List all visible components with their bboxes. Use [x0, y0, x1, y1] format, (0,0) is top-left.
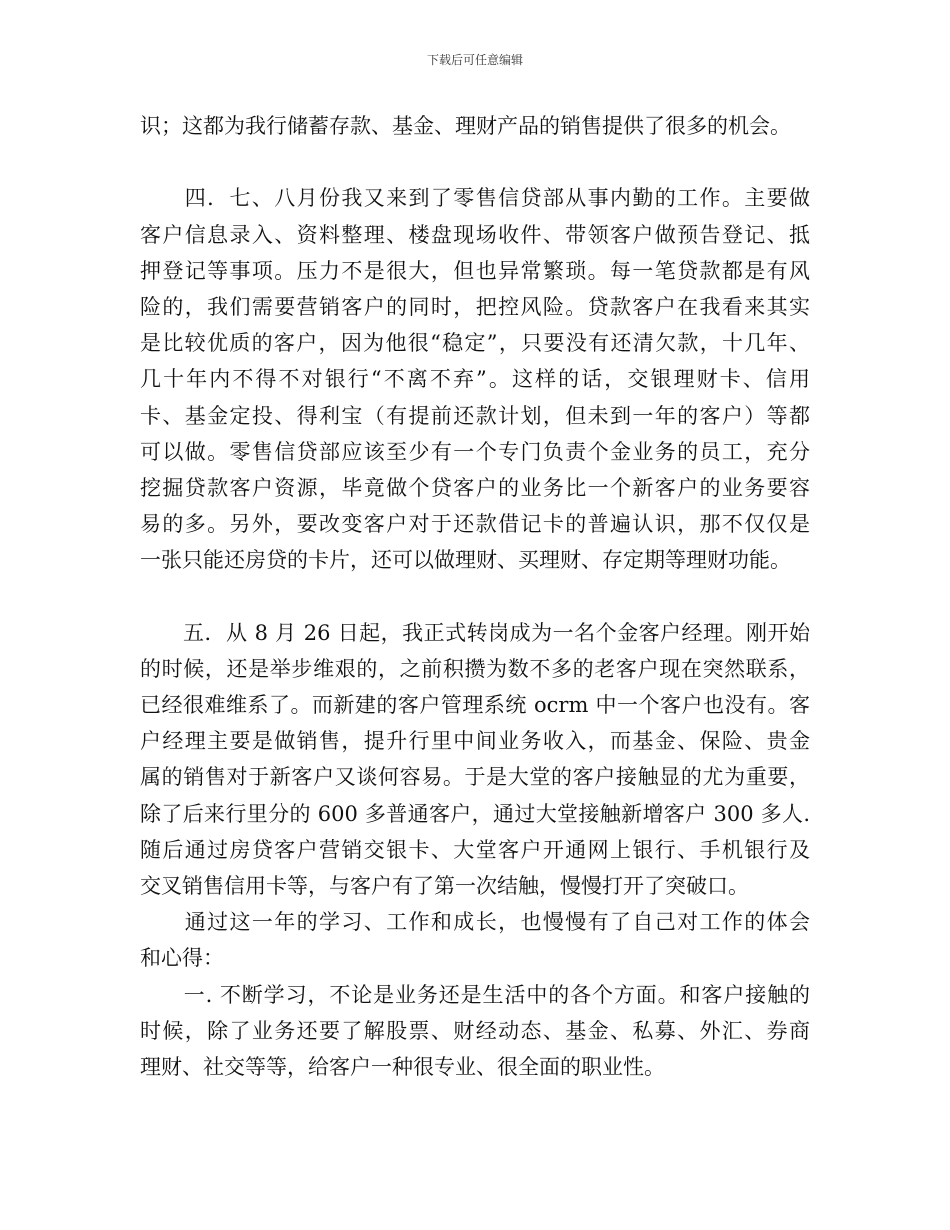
text-line: 随后通过房贷客户营销交银卡、大堂客户开通网上银行、手机银行及 — [140, 837, 810, 862]
text-line: 几十年内不得不对银行“不离不弃”。这样的话，交银理财卡、信用 — [140, 367, 810, 392]
text-line: 挖掘贷款客户资源，毕竟做个贷客户的业务比一个新客户的业务要容 — [140, 475, 810, 500]
paragraph-gap — [140, 144, 810, 180]
document-body — [140, 108, 810, 1085]
paragraph — [140, 108, 810, 144]
text-line: 是比较优质的客户，因为他很“稳定”，只要没有还清欠款，十几年、 — [140, 331, 810, 356]
text-line: 四．七、八月份我又来到了零售信贷部从事内勤的工作。主要做 — [140, 186, 810, 211]
text-line: 时候，除了业务还要了解股票、财经动态、基金、私募、外汇、券商 — [140, 1018, 810, 1043]
paragraph-gap — [140, 578, 810, 614]
text-line: 客户信息录入、资料整理、楼盘现场收件、带领客户做预告登记、抵 — [140, 222, 810, 247]
text-line: 的时候，还是举步维艰的，之前积攒为数不多的老客户现在突然联系， — [140, 656, 810, 681]
text-line: 户经理主要是做销售，提升行里中间业务收入，而基金、保险、贵金 — [140, 729, 810, 754]
paragraph — [140, 977, 810, 1086]
text-line: 通过这一年的学习、工作和成长，也慢慢有了自己对工作的体会 — [140, 910, 810, 935]
paragraph — [140, 180, 810, 578]
text-line: 交叉销售信用卡等，与客户有了第一次结触，慢慢打开了突破口。 — [140, 873, 749, 898]
text-line: 五．从 8 月 26 日起，我正式转岗成为一名个金客户经理。刚开始 — [140, 620, 810, 645]
text-line: 可以做。零售信贷部应该至少有一个专门负责个金业务的员工，充分 — [140, 439, 810, 464]
text-line: 除了后来行里分的 600 多普通客户，通过大堂接触新增客户 300 多人. — [140, 801, 810, 826]
text-line: 和心得： — [140, 946, 224, 971]
paragraph — [140, 615, 810, 905]
text-line: 属的销售对于新客户又谈何容易。于是大堂的客户接触显的尤为重要， — [140, 765, 810, 790]
paragraph — [140, 904, 810, 976]
page-header: 下载后可任意编辑 — [426, 53, 523, 67]
text-line: 卡、基金定投、得利宝（有提前还款计划，但未到一年的客户）等都 — [140, 403, 810, 428]
text-line: 险的，我们需要营销客户的同时，把控风险。贷款客户在我看来其实 — [140, 294, 810, 319]
text-line: 已经很难维系了。而新建的客户管理系统 ocrm 中一个客户也没有。客 — [140, 693, 810, 717]
text-line: 理财、社交等等，给客户一种很专业、很全面的职业性。 — [140, 1054, 665, 1079]
text-line: 易的多。另外，要改变客户对于还款借记卡的普遍认识，那不仅仅是 — [140, 512, 810, 537]
text-line: 押登记等事项。压力不是很大，但也异常繁琐。每一笔贷款都是有风 — [140, 258, 810, 283]
text-line: 一. 不断学习，不论是业务还是生活中的各个方面。和客户接触的 — [140, 982, 810, 1007]
text-line: 一张只能还房贷的卡片，还可以做理财、买理财、存定期等理财功能。 — [140, 548, 791, 573]
text-line: 识；这都为我行储蓄存款、基金、理财产品的销售提供了很多的机会。 — [140, 114, 791, 138]
